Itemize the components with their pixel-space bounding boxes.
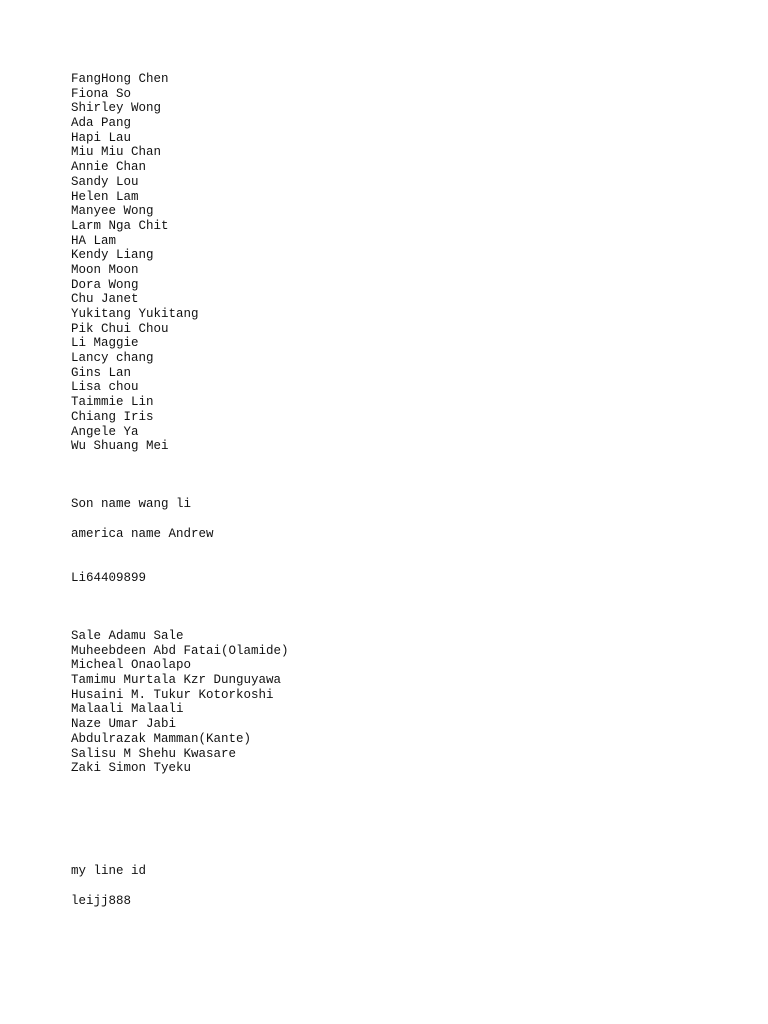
list-item: Muheebdeen Abd Fatai(Olamide) (71, 643, 289, 658)
list-item: Yukitang Yukitang (71, 307, 199, 321)
list-item: Manyee Wong (71, 204, 154, 219)
america-name-text: america name Andrew (71, 527, 214, 541)
list-item: Hapi Lau (71, 130, 132, 145)
list-item: Husaini M. Tukur Kotorkoshi (71, 687, 274, 702)
names-list (71, 72, 199, 454)
list-item: Chiang Iris (71, 409, 154, 424)
list-item: Gins Lan (71, 365, 132, 380)
list-item: Chu Janet (71, 292, 139, 307)
list-item: HA Lam (71, 233, 117, 248)
list-item: Moon Moon (71, 262, 139, 277)
list-item: Salisu M Shehu Kwasare (71, 746, 237, 761)
list-item: Micheal Onaolapo (71, 658, 192, 673)
list-item: Helen Lam (71, 189, 139, 204)
list-item: Lisa chou (71, 380, 139, 395)
list-item: Malaali Malaali (71, 702, 184, 717)
list-item: Annie Chan (71, 160, 147, 175)
list-item: Larm Nga Chit (71, 218, 169, 233)
list-item: Ada Pang (71, 116, 132, 131)
list-item: Fiona So (71, 86, 132, 101)
list-item: Miu Miu Chan (71, 145, 162, 160)
list-item: Sandy Lou (71, 174, 139, 189)
list-item: Sale Adamu Sale (71, 629, 184, 643)
line-id-label: my line id (71, 864, 147, 878)
list-item: Taimmie Lin (71, 395, 154, 410)
list-item: Dora Wong (71, 277, 139, 292)
list-item: Shirley Wong (71, 101, 162, 116)
line-id-value: leijj888 (71, 894, 132, 908)
list-item: Zaki Simon Tyeku (71, 761, 192, 776)
list-item: Abdulrazak Mamman(Kante) (71, 731, 252, 746)
list-item: Kendy Liang (71, 248, 154, 263)
team-list (71, 629, 289, 776)
son-name-text: Son name wang li (71, 497, 192, 511)
list-item: Li Maggie (71, 336, 139, 351)
list-item: Tamimu Murtala Kzr Dunguyawa (71, 673, 282, 688)
id-code-text: Li64409899 (71, 571, 147, 585)
list-item: FangHong Chen (71, 72, 169, 86)
list-item: Pik Chui Chou (71, 321, 169, 336)
list-item: Lancy chang (71, 351, 154, 366)
list-item: Naze Umar Jabi (71, 717, 177, 732)
list-item: Wu Shuang Mei (71, 439, 169, 454)
list-item: Angele Ya (71, 424, 139, 439)
